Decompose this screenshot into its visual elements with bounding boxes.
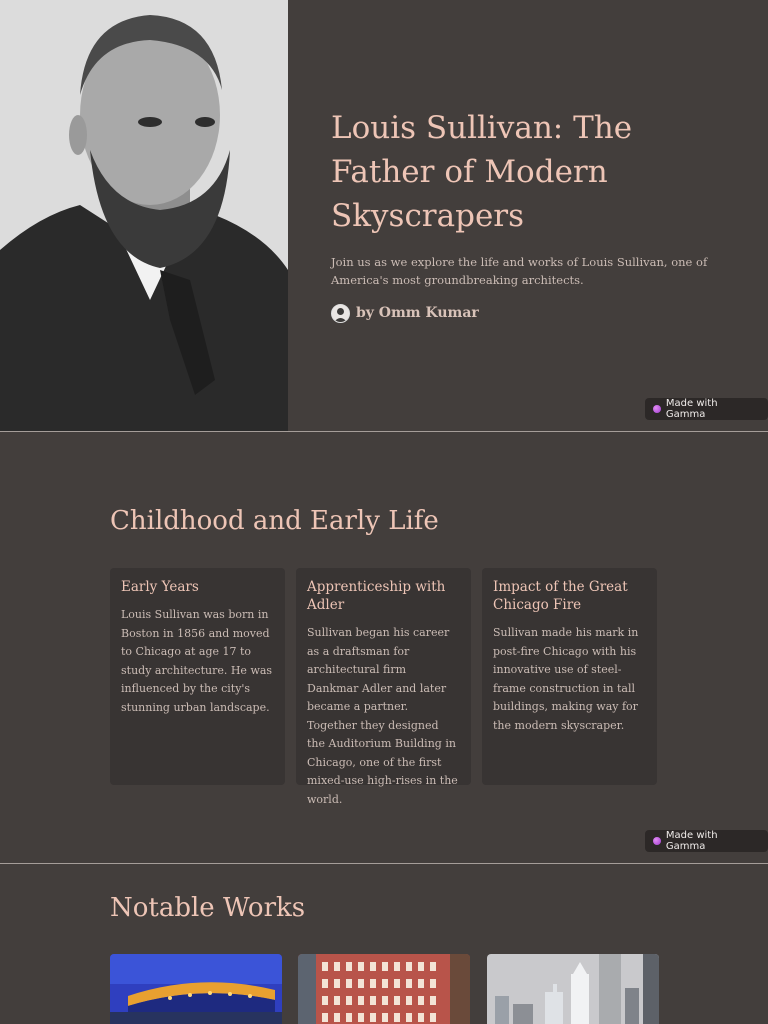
hero-subtitle: Join us as we explore the life and works of Louis Sullivan, one of America's most groundbreaking architects.: [331, 255, 708, 287]
card-body: Louis Sullivan was born in Boston in 1856 and moved to Chicago at age 17 to study architecture. He was influenced by the city's stunning urban landscape.: [121, 608, 273, 714]
section-title-notable-works: Notable Works: [110, 893, 306, 923]
card-title: Impact of the Great Chicago Fire: [493, 579, 628, 613]
title-slide: [0, 0, 768, 431]
card-title: Early Years: [121, 579, 199, 595]
work-image-skyline: [487, 954, 659, 1024]
author-name: by Omm Kumar: [356, 305, 479, 321]
section-title-childhood: Childhood and Early Life: [110, 506, 439, 536]
gamma-logo-icon: [653, 837, 661, 845]
card-chicago-fire: [482, 568, 657, 785]
badge-label: Made with Gamma: [665, 830, 718, 852]
card-early-years: [110, 568, 285, 785]
author-avatar-icon: [331, 304, 350, 323]
slide-divider: [0, 431, 768, 432]
card-body: Sullivan made his mark in post-fire Chicago with his innovative use of steel-frame construction in tall buildings, making way for the modern skyscraper.: [493, 626, 639, 732]
card-body: Sullivan began his career as a draftsman for architectural firm Dankmar Adler and later became a partner. Together they designed the Auditorium Building in Chicago, one of the first mixed-use high-rises in the world.: [307, 626, 458, 806]
work-image-auditorium: [110, 954, 282, 1024]
gamma-logo-icon: [653, 405, 661, 413]
made-with-gamma-button[interactable]: [645, 830, 768, 852]
slide-divider: [0, 863, 768, 864]
card-apprenticeship: [296, 568, 471, 806]
author-byline: [331, 302, 479, 324]
portrait-photo: [0, 0, 288, 431]
work-image-brick-building: [298, 954, 470, 1024]
page-title: Louis Sullivan: The Father of Modern Skyscrapers: [331, 110, 633, 234]
badge-label: Made with Gamma: [665, 398, 718, 420]
card-title: Apprenticeship with Adler: [307, 579, 446, 613]
made-with-gamma-button[interactable]: [645, 398, 768, 420]
